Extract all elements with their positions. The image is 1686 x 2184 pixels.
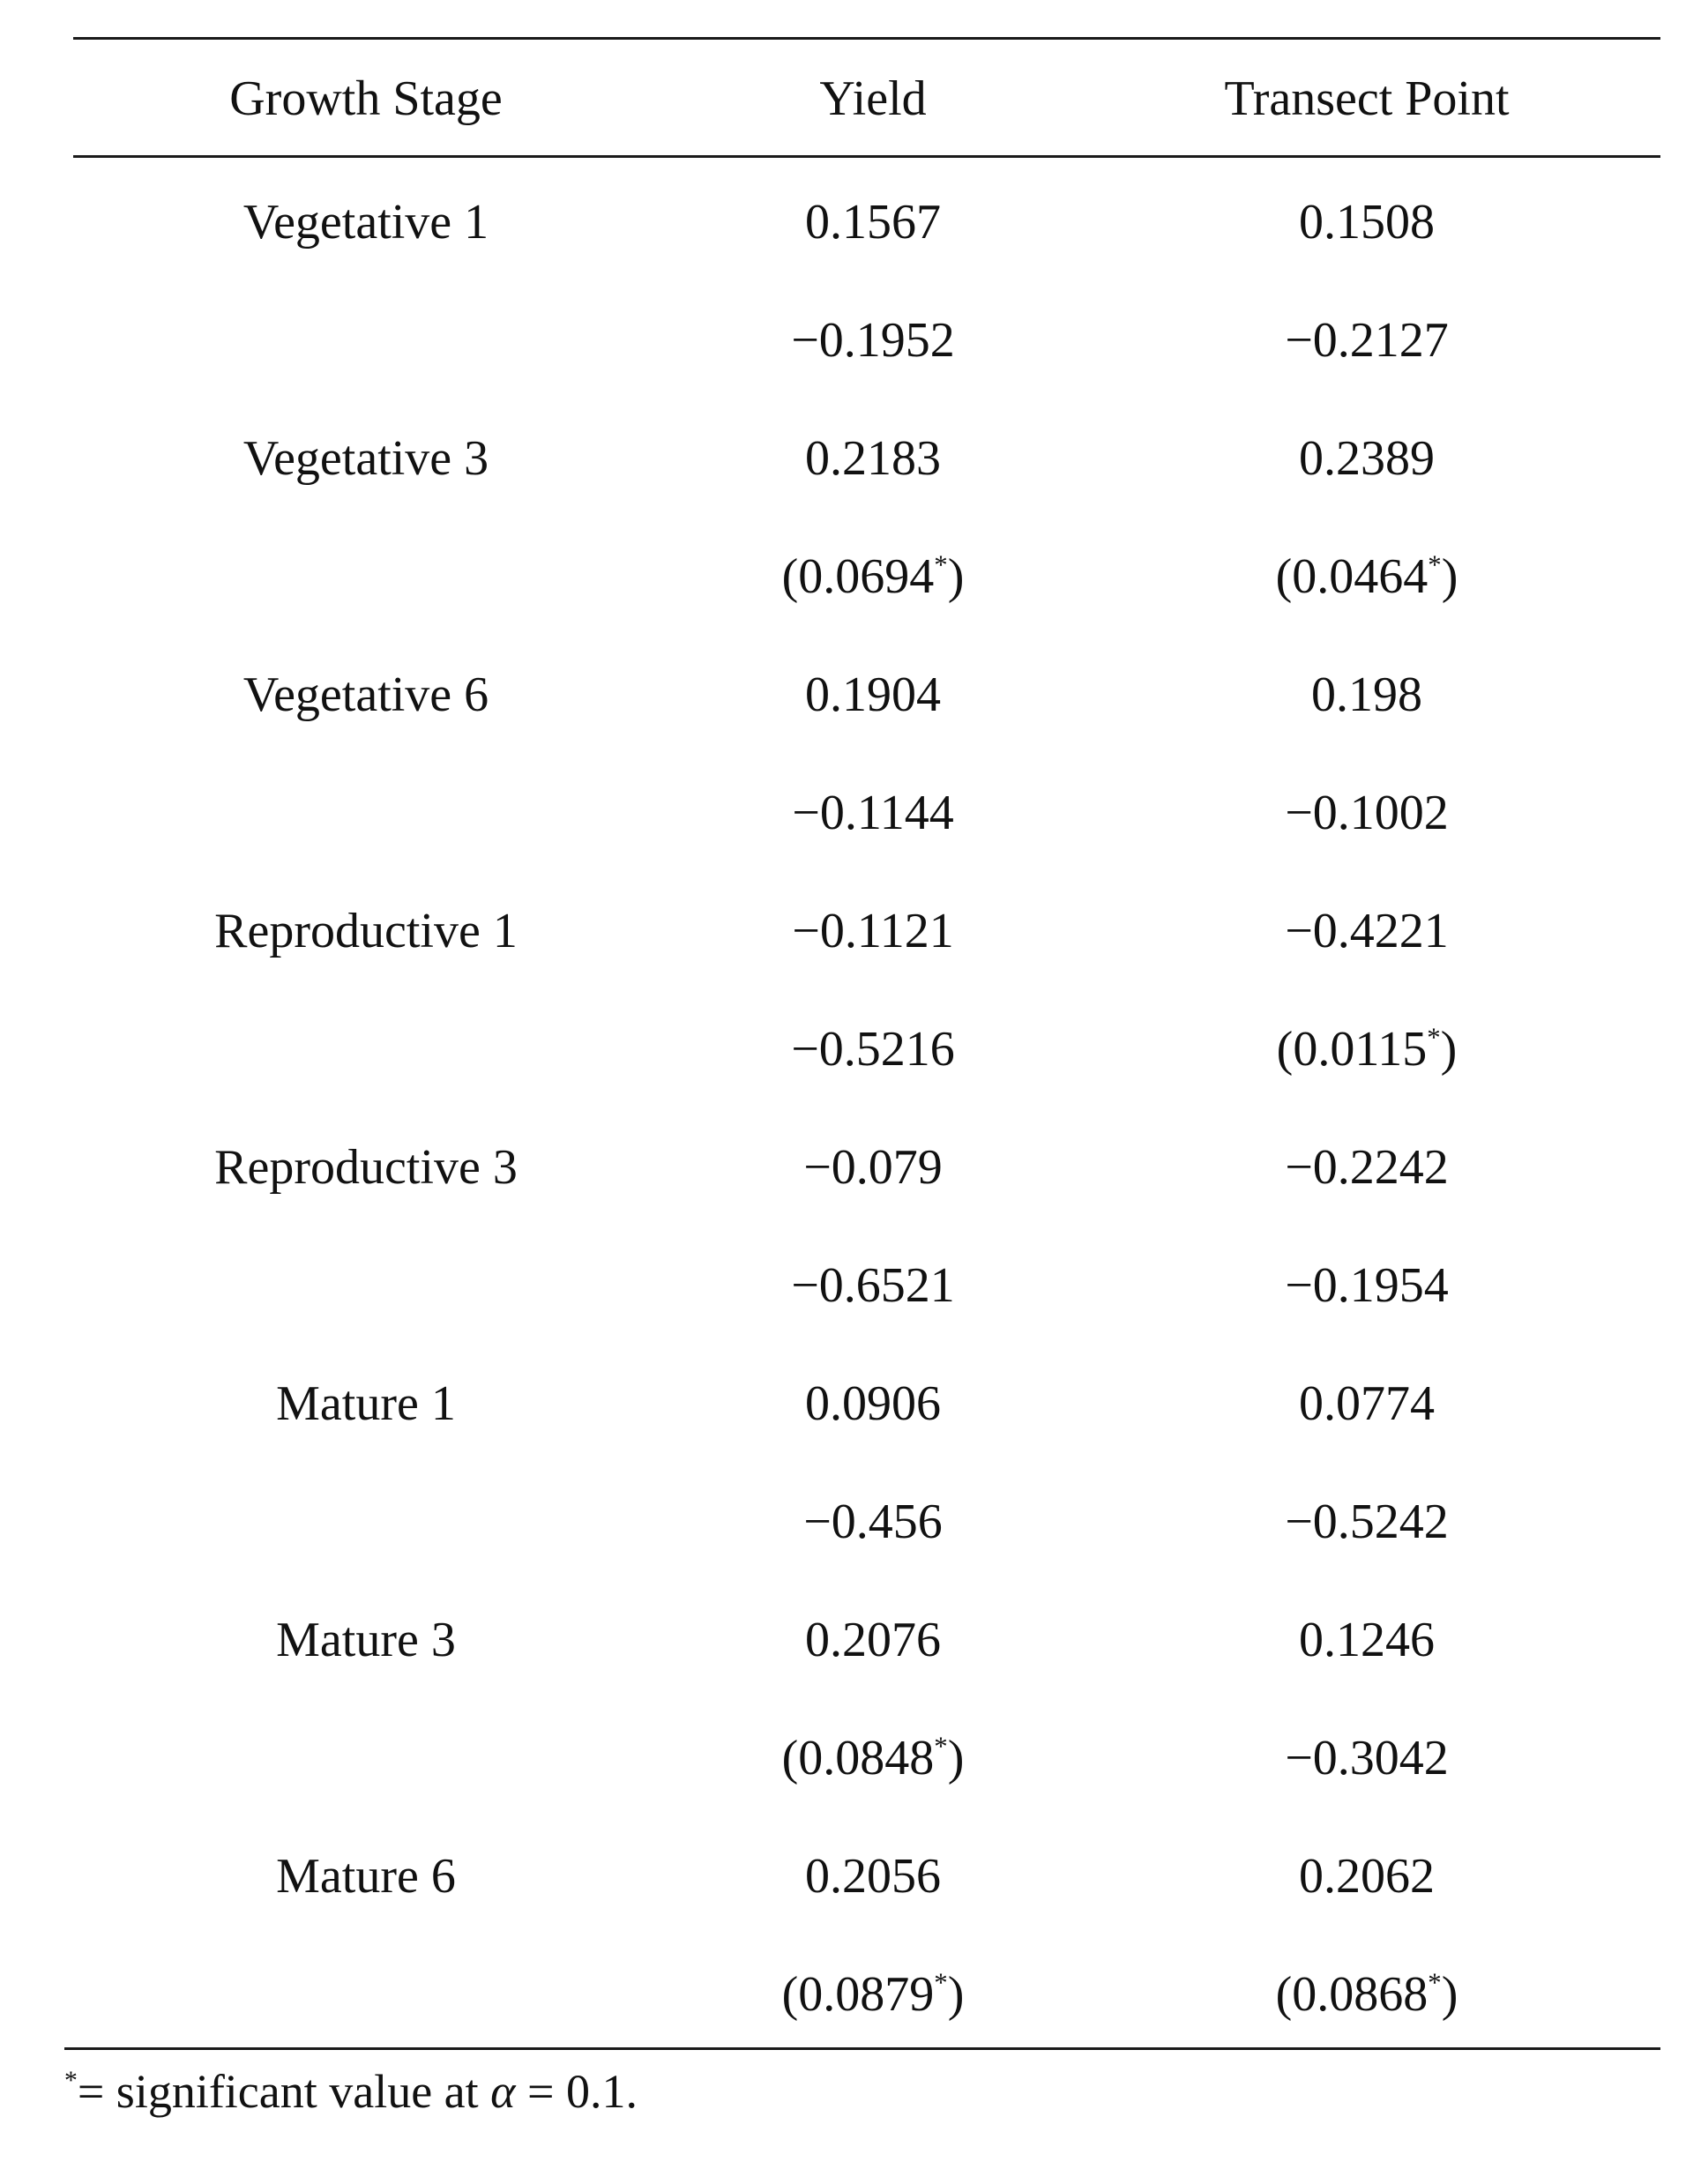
header-transect-point: Transect Point <box>1224 71 1510 126</box>
cell-growth-stage: Vegetative 1 <box>242 195 489 250</box>
cell-yield: 0.2056 <box>805 1849 941 1904</box>
header-yield: Yield <box>819 71 927 126</box>
cell-transect-point: −0.5242 <box>1285 1495 1449 1549</box>
table-row <box>0 764 1686 882</box>
table-row <box>0 1472 1686 1591</box>
footnote-text-after: = 0.1. <box>515 2065 638 2118</box>
cell-yield: (0.0694*) <box>781 549 965 604</box>
cell-yield: (0.0848*) <box>781 1731 965 1785</box>
cell-transect-point: −0.4221 <box>1285 904 1449 958</box>
cell-growth-stage: Vegetative 6 <box>242 667 489 722</box>
table-top-rule <box>73 37 1660 40</box>
table-row <box>0 1000 1686 1118</box>
table-row <box>0 173 1686 291</box>
cell-growth-stage: Vegetative 3 <box>242 431 489 486</box>
cell-transect-point: 0.1246 <box>1299 1613 1435 1667</box>
table-row <box>0 882 1686 1000</box>
table-row <box>0 527 1686 645</box>
cell-yield: −0.5216 <box>791 1022 955 1077</box>
cell-yield: 0.2076 <box>805 1613 941 1667</box>
cell-growth-stage: Mature 6 <box>276 1849 456 1904</box>
cell-transect-point: (0.0464*) <box>1275 549 1458 604</box>
table-body <box>0 173 1686 2033</box>
cell-yield: −0.456 <box>803 1495 943 1549</box>
table-row <box>0 1709 1686 1827</box>
table-header-rule <box>73 155 1660 158</box>
table-row <box>0 1591 1686 1709</box>
cell-growth-stage: Reproductive 3 <box>214 1140 518 1195</box>
footnote-alpha-symbol: α <box>490 2065 516 2118</box>
cell-yield: −0.6521 <box>791 1258 955 1313</box>
header-growth-stage: Growth Stage <box>229 71 503 126</box>
cell-transect-point: −0.1954 <box>1285 1258 1449 1313</box>
table-row <box>0 409 1686 527</box>
table-row <box>0 291 1686 409</box>
cell-transect-point: −0.2127 <box>1285 313 1449 368</box>
table-row <box>0 1827 1686 1945</box>
cell-yield: 0.0906 <box>805 1376 941 1431</box>
cell-yield: −0.079 <box>803 1140 943 1195</box>
cell-yield: 0.1567 <box>805 195 941 250</box>
cell-transect-point: 0.1508 <box>1299 195 1435 250</box>
cell-growth-stage: Reproductive 1 <box>214 904 518 958</box>
cell-transect-point: −0.3042 <box>1285 1731 1449 1785</box>
cell-yield: (0.0879*) <box>781 1967 965 2022</box>
cell-transect-point: 0.0774 <box>1299 1376 1435 1431</box>
table-bottom-rule <box>64 2047 1660 2050</box>
cell-transect-point: 0.2389 <box>1299 431 1435 486</box>
table-row <box>0 1945 1686 2063</box>
cell-yield: −0.1952 <box>791 313 955 368</box>
table-row <box>0 1354 1686 1472</box>
footnote <box>64 2065 638 2118</box>
cell-growth-stage: Mature 3 <box>276 1613 456 1667</box>
cell-transect-point: 0.198 <box>1311 667 1422 722</box>
cell-transect-point: (0.0115*) <box>1276 1022 1458 1077</box>
footnote-marker: * <box>64 2067 78 2096</box>
cell-yield: −0.1121 <box>792 904 954 958</box>
cell-transect-point: −0.2242 <box>1285 1140 1449 1195</box>
table-row <box>0 645 1686 764</box>
cell-growth-stage: Mature 1 <box>276 1376 456 1431</box>
cell-yield: 0.2183 <box>805 431 941 486</box>
table-row <box>0 1118 1686 1236</box>
cell-transect-point: 0.2062 <box>1299 1849 1435 1904</box>
table-row <box>0 1236 1686 1354</box>
table-header-row <box>0 46 1686 152</box>
cell-yield: −0.1144 <box>792 786 954 840</box>
cell-yield: 0.1904 <box>805 667 941 722</box>
footnote-text-before: = significant value at <box>77 2065 491 2118</box>
cell-transect-point: (0.0868*) <box>1275 1967 1458 2022</box>
cell-transect-point: −0.1002 <box>1285 786 1449 840</box>
